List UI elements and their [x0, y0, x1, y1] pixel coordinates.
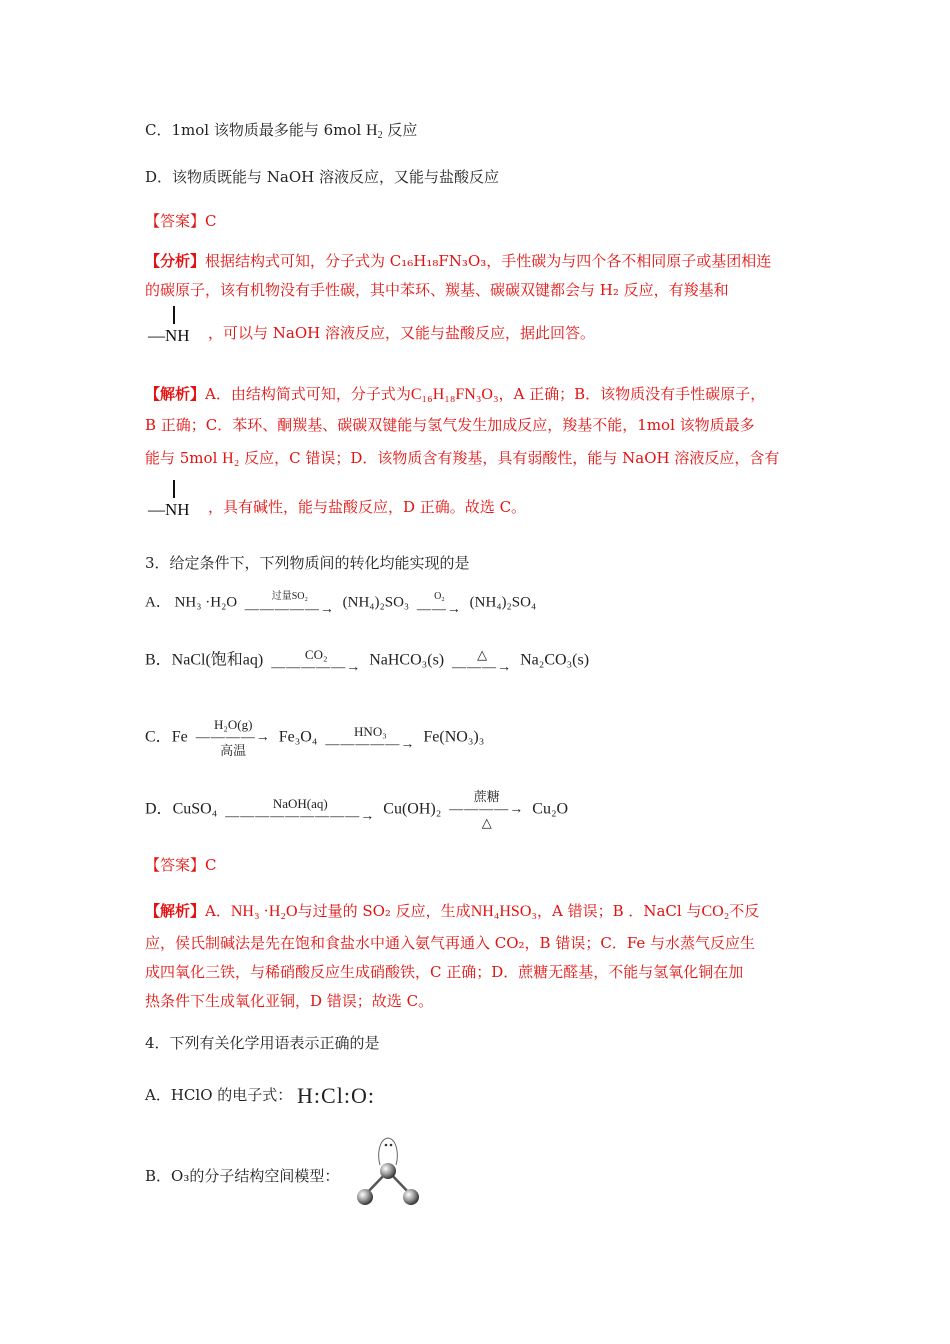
option-d: D．该物质既能与 NaOH 溶液反应，又能与盐酸反应 — [145, 168, 500, 186]
option-c-end: 反应 — [387, 121, 418, 139]
h2-formula: $H_2$ — [366, 122, 383, 141]
answer-q2: 【答案】C — [145, 212, 217, 230]
q3-explain-line-3: 成四氧化三铁，与稀硝酸反应生成硝酸铁，C 正确；D．蔗糖无醛基，不能与氢氧化铜在加 — [145, 963, 744, 981]
q3-option-a: A． NH₃ ·H₂O 过量SO₂ —————→ (NH₄)₂SO₃ O₂ ——→ (NH₄)₂SO₄ — [145, 591, 537, 617]
explain-line-3: 能与 5mol H₂ 反应，C 错误；D．该物质含有羧基，具有弱酸性，能与 NaOH 溶液反应，含有 — [145, 449, 780, 467]
q4-option-b: B．O₃的分子结构空间模型： — [145, 1167, 340, 1185]
arrow-a2: O₂ ——→ — [416, 591, 462, 617]
q3-option-b: B．NaCl(饱和aq) CO₂ —————→ NaHCO₃(s) △ ———→ Na₂CO₃(s) — [145, 647, 590, 675]
arrow-d1: NaOH(aq) —————————→ — [225, 796, 376, 824]
arrow-b2: △ ———→ — [452, 647, 513, 675]
q3-explain-line-1: 【解析】A．NH₃ ·H₂O与过量的 SO₂ 反应，生成NH₄HSO₃，A 错误；B ．NaCl 与CO₂不反 — [145, 902, 760, 920]
q4-stem: 4．下列有关化学用语表示正确的是 — [145, 1034, 380, 1052]
arrow-c1: H₂O(g) ————→ 高温 — [195, 717, 271, 758]
answer-q3: 【答案】C — [145, 856, 217, 874]
explain-line-1: 【解析】A．由结构简式可知，分子式为C₁₆H₁₈FN₃O₃，A 正确；B．该物质没有手性碳原子， — [145, 385, 766, 403]
option-c — [145, 119, 417, 142]
q3-option-d: D．CuSO₄ NaOH(aq) —————————→ Cu(OH)₂ 蔗糖 ————→ △ Cu₂O — [145, 789, 569, 830]
q3-option-c: C．Fe H₂O(g) ————→ 高温 Fe₃O₄ HNO₃ —————→ Fe(NO₃)₃ — [145, 717, 485, 758]
option-c-text: C．1mol 该物质最多能与 6mol — [145, 121, 362, 139]
q3-explain-line-4: 热条件下生成氧化亚铜，D 错误；故选 C。 — [145, 992, 434, 1010]
right-oxygen-atom — [403, 1189, 419, 1205]
hclo-electron-formula: H:Cl:O: — [297, 1083, 375, 1108]
arrow-a1: 过量SO₂ —————→ — [244, 591, 335, 617]
q3-stem: 3．给定条件下，下列物质间的转化均能实现的是 — [145, 554, 470, 572]
q3-explain-line-2: 应，侯氏制碱法是先在饱和食盐水中通入氨气再通入 CO₂，B 错误；C．Fe 与水蒸气反应生 — [145, 934, 756, 952]
explain-line-4: ，具有碱性，能与盐酸反应，D 正确。故选 C。 — [208, 498, 527, 516]
ozone-molecule-model — [345, 1133, 430, 1213]
explain-line-2: B 正确；C．苯环、酮羰基、碳碳双键能与氢气发生加成反应，羧基不能，1mol 该物质最多 — [145, 416, 755, 434]
arrow-c2: HNO₃ —————→ — [325, 724, 416, 752]
q4-option-a: A．HClO 的电子式： H:Cl:O: — [145, 1083, 375, 1108]
analysis-line-3: ，可以与 NaOH 溶液反应，又能与盐酸反应，据此回答。 — [208, 324, 595, 342]
central-oxygen-atom — [380, 1163, 396, 1179]
arrow-d2: 蔗糖 ————→ △ — [449, 789, 525, 830]
nh-structure-2: —NH — [148, 500, 190, 520]
left-oxygen-atom — [357, 1189, 373, 1205]
analysis-line-1: 【分析】根据结构式可知，分子式为 C₁₆H₁₈FN₃O₃，手性碳为与四个各不相同原子或基团相连 — [145, 252, 772, 270]
arrow-b1: CO₂ —————→ — [271, 647, 362, 675]
nh-structure: —NH — [148, 326, 190, 346]
analysis-line-2: 的碳原子，该有机物没有手性碳，其中苯环、羰基、碳碳双键都会与 H₂ 反应，有羧基和 — [145, 281, 729, 299]
